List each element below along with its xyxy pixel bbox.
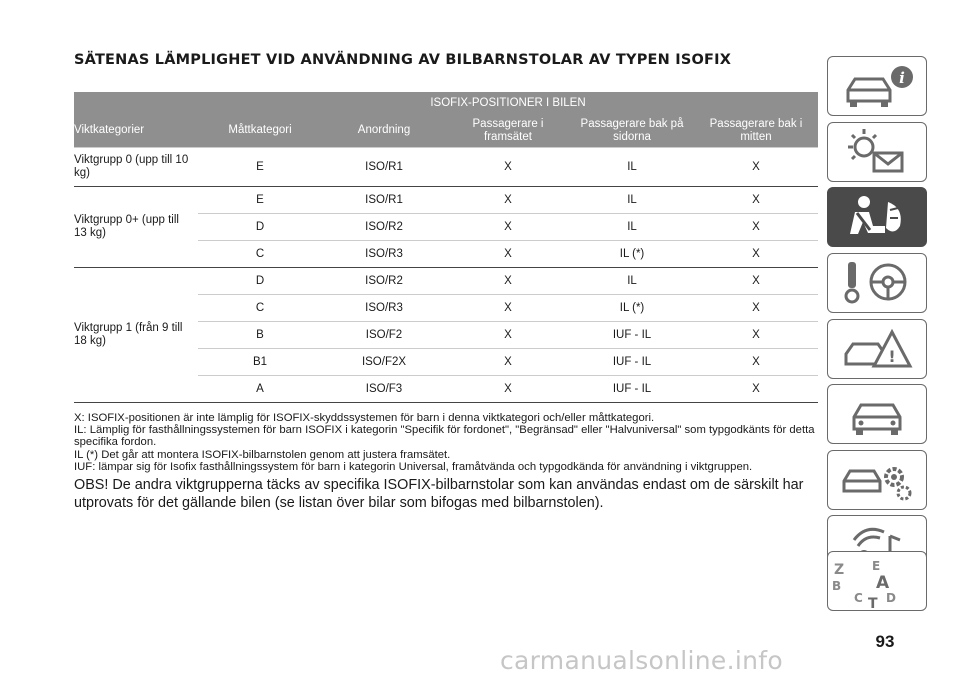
table-cell: X <box>694 241 818 268</box>
alphabetical-index-icon[interactable] <box>827 551 927 611</box>
table-cell: ISO/R1 <box>322 148 446 187</box>
table-cell: X <box>694 376 818 403</box>
index-letter: T <box>868 596 878 612</box>
table-cell: IL <box>570 214 694 241</box>
table-cell: IL <box>570 148 694 187</box>
warning-lights-icon[interactable] <box>827 122 927 182</box>
index-letter: A <box>876 573 890 593</box>
road-emergency-icon[interactable] <box>827 319 927 379</box>
table-cell: IUF - IL <box>570 376 694 403</box>
note-x: X: ISOFIX-positionen är inte lämplig för ISOFIX-skyddssystemen för barn i denna viktkategori och/eller måttkategori. <box>74 412 655 424</box>
table-cell: B1 <box>198 349 322 376</box>
table-cell: X <box>694 349 818 376</box>
table-notes <box>74 412 822 512</box>
table-cell: X <box>446 376 570 403</box>
car-service-icon[interactable] <box>827 384 927 444</box>
table-cell: X <box>694 214 818 241</box>
table-row <box>74 268 818 295</box>
note-il: IL: Lämplig för fasthållningssystemen för barn ISOFIX i kategorin "Specifik för fordonet", "Begränsad" eller "Halvuniversal" som typgodkänts för detta specifika fordon. <box>74 424 815 449</box>
table-cell: ISO/R3 <box>322 241 446 268</box>
table-cell: X <box>446 322 570 349</box>
table-cell: E <box>198 187 322 214</box>
column-header: Måttkategori <box>198 114 322 148</box>
table-cell: X <box>694 187 818 214</box>
weight-group-label: Viktgrupp 0+ (upp till 13 kg) <box>74 187 198 268</box>
table-cell: X <box>694 295 818 322</box>
table-cell: X <box>694 322 818 349</box>
index-letter: D <box>886 591 896 605</box>
table-cell: ISO/F3 <box>322 376 446 403</box>
svg-text:i: i <box>899 69 905 87</box>
table-cell: B <box>198 322 322 349</box>
index-letter: E <box>872 559 881 573</box>
table-cell: IL (*) <box>570 295 694 322</box>
table-cell: ISO/F2 <box>322 322 446 349</box>
table-row <box>74 187 818 214</box>
table-cell: IL <box>570 187 694 214</box>
table-cell: X <box>446 214 570 241</box>
column-header: Passagerare bak på sidorna <box>570 114 694 148</box>
car-settings-icon[interactable] <box>827 450 927 510</box>
table-cell: D <box>198 214 322 241</box>
seat-airbag-icon[interactable] <box>827 187 927 247</box>
chapter-sidebar <box>827 56 927 612</box>
page-title: SÄTENAS LÄMPLIGHET VID ANVÄNDNING AV BILBARNSTOLAR AV TYPEN ISOFIX <box>74 52 732 68</box>
table-row <box>74 148 818 187</box>
page-number: 93 <box>875 632 895 651</box>
index-letter: B <box>832 579 842 593</box>
weight-group-label: Viktgrupp 1 (från 9 till 18 kg) <box>74 268 198 403</box>
table-cell: ISO/R1 <box>322 187 446 214</box>
note-il-star: IL (*) Det går att montera ISOFIX-bilbarnstolen genom att justera framsätet. <box>74 448 451 461</box>
table-cell: E <box>198 148 322 187</box>
table-cell: C <box>198 241 322 268</box>
column-header: Anordning <box>322 114 446 148</box>
table-cell: X <box>446 268 570 295</box>
table-cell: IL (*) <box>570 241 694 268</box>
weight-group-label: Viktgrupp 0 (upp till 10 kg) <box>74 148 198 187</box>
isofix-table <box>74 92 818 403</box>
table-cell: X <box>446 241 570 268</box>
table-cell: ISO/F2X <box>322 349 446 376</box>
car-info-icon[interactable] <box>827 56 927 116</box>
table-cell: X <box>446 187 570 214</box>
table-cell: X <box>694 268 818 295</box>
table-cell: ISO/R3 <box>322 295 446 322</box>
table-cell: X <box>446 295 570 322</box>
column-header: Passagerare bak i mitten <box>694 114 818 148</box>
steering-key-icon[interactable] <box>827 253 927 313</box>
obs-note: OBS! De andra viktgrupperna täcks av specifika ISOFIX-bilbarnstolar som kan användas endast om de särskilt har utprovats för det gällande bilen (se listan över bilar som bifogas med bilbarnstolen). <box>74 477 804 512</box>
column-header: Viktkategorier <box>74 114 198 148</box>
table-cell: X <box>446 148 570 187</box>
column-header: Passagerare i framsätet <box>446 114 570 148</box>
watermark: carmanualsonline.info <box>500 646 783 675</box>
table-cell: X <box>446 349 570 376</box>
table-cell: C <box>198 295 322 322</box>
table-cell: IUF - IL <box>570 349 694 376</box>
index-letter: Z <box>834 562 845 578</box>
super-header: ISOFIX-POSITIONER I BILEN <box>198 92 818 114</box>
table-cell: D <box>198 268 322 295</box>
svg-text:!: ! <box>888 347 896 366</box>
table-cell: IUF - IL <box>570 322 694 349</box>
table-cell: ISO/R2 <box>322 214 446 241</box>
index-letter: C <box>854 591 863 605</box>
table-cell: X <box>694 148 818 187</box>
note-iuf: IUF: lämpar sig för Isofix fasthållningssystem för barn i kategorin Universal, framåtvända och typgodkända för användning i viktgruppen. <box>74 460 753 473</box>
table-cell: A <box>198 376 322 403</box>
table-cell: IL <box>570 268 694 295</box>
table-cell: ISO/R2 <box>322 268 446 295</box>
